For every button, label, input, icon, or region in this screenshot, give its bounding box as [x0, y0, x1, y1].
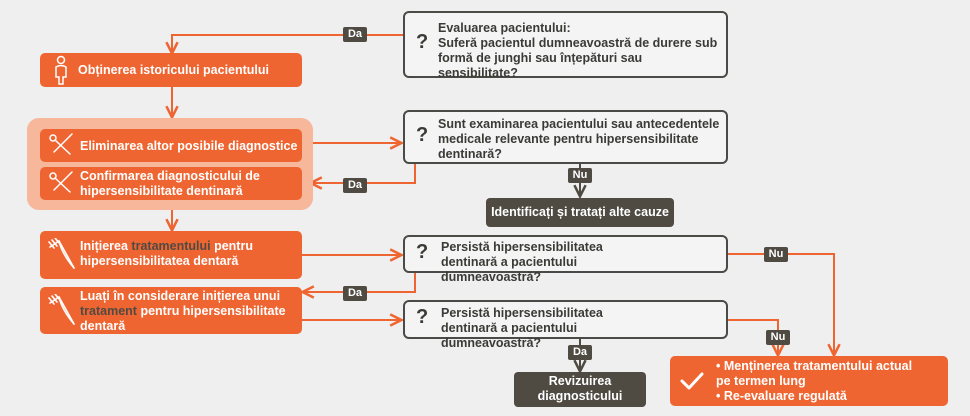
consider-pre: Luați în considerare inițierea unui	[80, 289, 281, 303]
initiate-pre: Inițierea	[80, 239, 132, 253]
tag-da-q1: Da	[343, 27, 367, 42]
outcome-other-causes	[486, 198, 674, 227]
tag-nu-q3: Nu	[764, 247, 788, 262]
dental-tools-icon	[48, 133, 74, 157]
step-consider-label	[80, 289, 295, 334]
outcome-review-diagnosis	[514, 372, 646, 407]
q3-text: Persistă hipersensibilitatea dentinară a pacientului dumneavoastră?	[441, 240, 603, 284]
outcome-other-causes-label: Identificați și tratați alte cauze	[491, 205, 669, 219]
person-icon	[53, 55, 69, 85]
q1-title: Evaluarea pacientului:	[438, 21, 571, 35]
q4-text: Persistă hipersensibilitatea dentinară a pacientului dumneavoastră?	[441, 306, 603, 350]
dental-tools-icon	[48, 171, 74, 195]
question-persistence-1	[403, 235, 728, 284]
check-icon	[680, 371, 704, 391]
step-eliminate-label: Eliminarea altor posibile diagnostice	[80, 139, 298, 153]
outcome-review-label: Revizuirea diagnosticului	[537, 374, 623, 403]
tag-da-q4: Da	[568, 345, 592, 360]
question-patient-evaluation	[403, 11, 728, 78]
question-mark: ?	[416, 124, 429, 146]
question-mark: ?	[416, 31, 429, 53]
question-history-relevance	[403, 110, 728, 164]
outcome-maintain-treatment	[670, 356, 948, 406]
question-mark: ?	[416, 306, 429, 328]
question-persistence-2	[403, 300, 728, 350]
toothbrush-icon	[46, 294, 76, 328]
q2-text: Sunt examinarea pacientului sau antecedentele medicale relevante pentru hipersensibilitate dentinară?	[438, 117, 720, 161]
consider-post: pentru hipersensibilitate dentară	[80, 304, 286, 333]
maintain-text-1: Menținerea tratamentului actual pe termen lung	[716, 359, 913, 388]
consider-highlight: tratament	[80, 304, 137, 318]
step-initiate-label	[80, 239, 290, 269]
maintain-bullet-1: • Menținerea tratamentului actual pe termen lung	[716, 359, 913, 388]
q1-body: Suferă pacientul dumneavoastră de durere sub formă de junghi sau înțepături sau sensibilitate?	[438, 36, 718, 80]
step-confirm-diagnosis	[40, 167, 302, 200]
step-consider-treatment	[40, 287, 302, 334]
initiate-highlight: tratamentului	[131, 239, 211, 253]
step-eliminate-diagnoses	[40, 129, 302, 162]
step-initiate-treatment	[40, 231, 302, 279]
question-mark: ?	[416, 241, 429, 263]
step-obtain-history-label: Obținerea istoricului pacientului	[78, 63, 270, 77]
tag-da-q3: Da	[343, 286, 367, 301]
toothbrush-icon	[46, 238, 76, 272]
maintain-text-2: Re-evaluare regulată	[723, 389, 847, 403]
tag-da-q2: Da	[343, 178, 367, 193]
tag-nu-q4: Nu	[766, 330, 790, 345]
initiate-post: pentru hipersensibilitatea dentară	[80, 239, 253, 268]
step-obtain-history	[40, 53, 302, 87]
maintain-bullet-2: • Re-evaluare regulată	[716, 389, 847, 403]
step-confirm-label: Confirmarea diagnosticului de hipersensibilitate dentinară	[80, 169, 260, 198]
tag-nu-q2: Nu	[568, 168, 592, 183]
